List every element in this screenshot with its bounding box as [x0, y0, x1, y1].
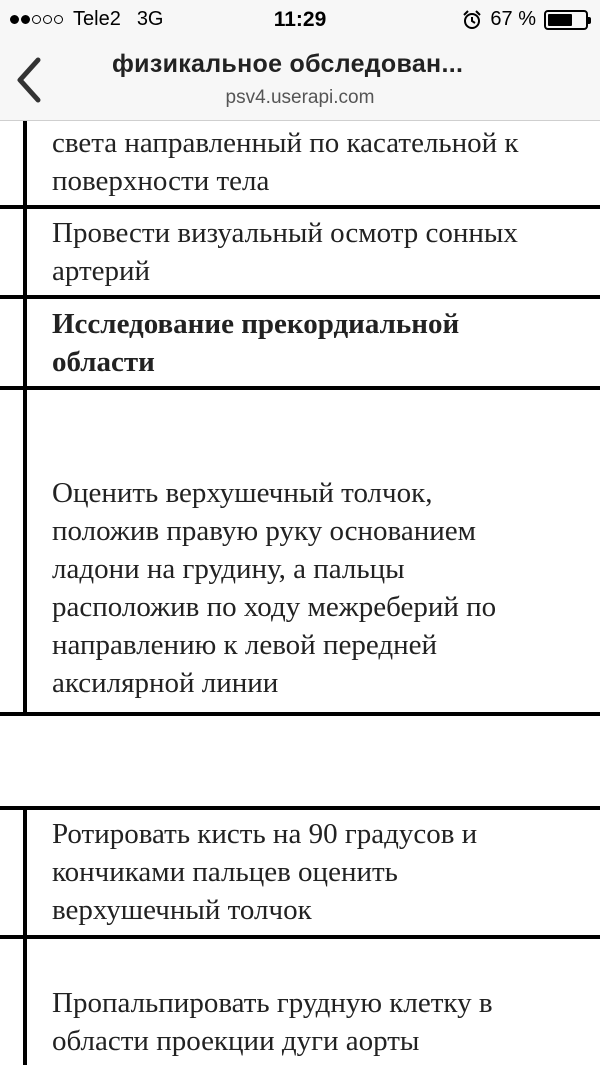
carrier-name: Tele2 [73, 8, 121, 30]
table-row [52, 815, 600, 929]
cell-line: света направленный по касательной к [52, 127, 519, 159]
cell-line: области проекции дуги аорты [52, 1025, 420, 1057]
cell-line: кончиками пальцев оценить [52, 856, 398, 888]
table-row [52, 984, 600, 1060]
alarm-clock-icon [462, 10, 482, 30]
cell-line: Пропальпировать грудную клетку в [52, 987, 493, 1019]
browser-nav-bar [0, 40, 600, 121]
document-table [0, 121, 600, 1065]
page-title: физикальное обследован... [112, 50, 464, 78]
cell-line: артерий [52, 255, 151, 287]
cell-line: расположив по ходу межреберий по [52, 591, 497, 623]
cell-line: положив правую руку основанием [52, 515, 476, 547]
cell-line: Оценить верхушечный толчок, [52, 477, 433, 509]
clock: 11:29 [273, 8, 327, 31]
table-row [52, 474, 600, 702]
cell-line: поверхности тела [52, 165, 270, 197]
section-heading [52, 305, 600, 381]
cell-line: Провести визуальный осмотр сонных [52, 217, 518, 249]
table-row-divider [0, 806, 600, 810]
table-row-divider [0, 712, 600, 716]
page-url[interactable]: psv4.userapi.com [225, 87, 375, 108]
cell-line: аксилярной линии [52, 667, 279, 699]
table-row-divider [0, 205, 600, 209]
table-row [52, 214, 600, 290]
cell-line: ладони на грудину, а пальцы [52, 553, 405, 585]
battery-percent: 67 % [490, 8, 536, 30]
table-row-divider [0, 386, 600, 390]
cell-line: Исследование прекордиальной [52, 308, 460, 340]
status-bar [0, 0, 600, 40]
table-column-divider [23, 806, 27, 1065]
table-row-divider [0, 295, 600, 299]
table-row-divider [0, 935, 600, 939]
cell-line: области [52, 346, 155, 378]
table-column-divider [23, 121, 27, 716]
table-row [52, 124, 600, 200]
cell-line: Ротировать кисть на 90 градусов и [52, 818, 478, 850]
cell-line: верхушечный толчок [52, 894, 312, 926]
cell-line: направлению к левой передней [52, 629, 438, 661]
battery-icon [544, 10, 588, 30]
status-right [462, 8, 588, 31]
network-type: 3G [136, 8, 164, 30]
